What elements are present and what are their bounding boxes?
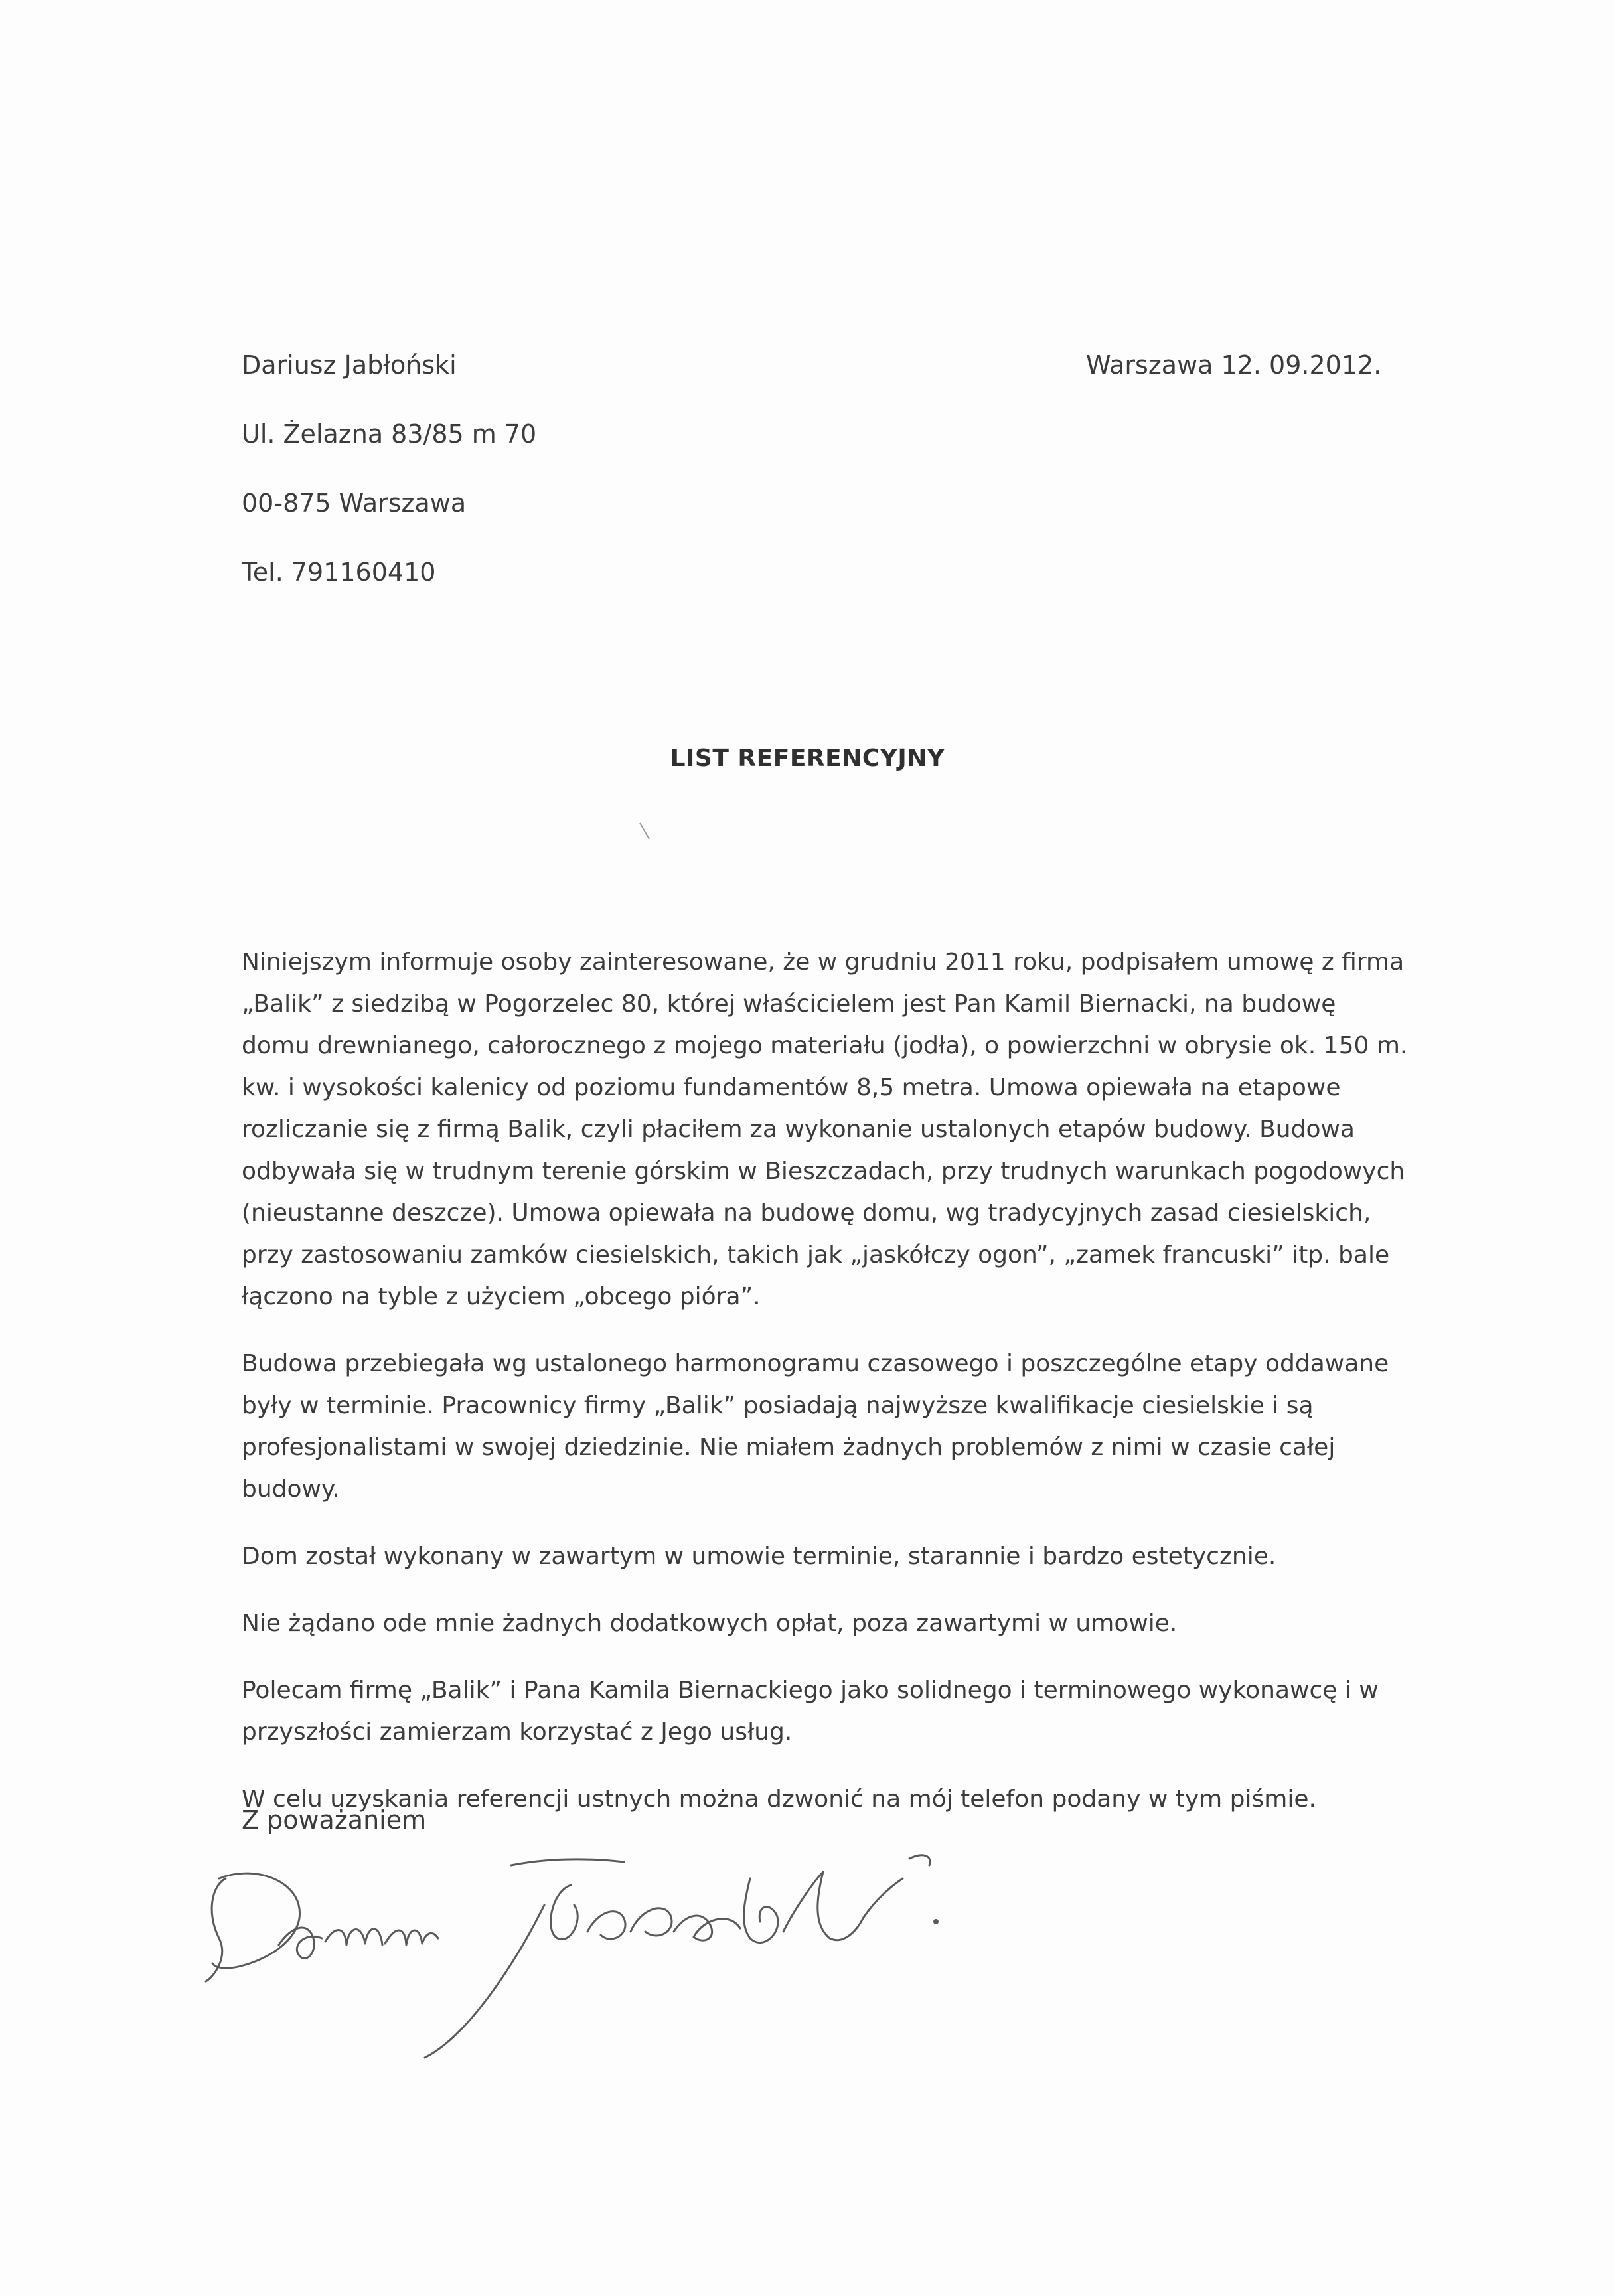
- stray-mark-icon: [639, 822, 652, 842]
- paragraph-1: Niniejszym informuje osoby zainteresowane, że w grudniu 2011 roku, podpisałem umowę z firma „Balik” z siedzibą w Pogorzelec 80, której właścicielem jest Pan Kamil Biernacki, na budowę domu drewnianego, całorocznego z mojego materiału (jodła), o powierzchni w obrysie ok. 150 m. kw. i wysokości kalenicy od poziomu fundamentów 8,5 metra. Umowa opiewała na etapowe rozliczanie się z firmą Balik, czyli płaciłem za wykonanie ustalonych etapów budowy. Budowa odbywała się w trudnym terenie górskim w Bieszczadach, przy trudnych warunkach pogodowych (nieustanne deszcze). Umowa opiewała na budowę domu, wg tradycyjnych zasad ciesielskich, przy zastosowaniu zamków ciesielskich, takich jak „jaskółczy ogon”, „zamek francuski” itp. bale łączono na tyble z użyciem „obcego pióra”.: [242, 949, 1408, 1310]
- closing-line: Z poważaniem: [242, 1805, 427, 1835]
- paragraph-4: Nie żądano ode mnie żadnych dodatkowych opłat, poza zawartymi w umowie.: [242, 1610, 1178, 1637]
- letter-date: Warszawa 12. 09.2012.: [1086, 350, 1382, 380]
- sender-name: Dariusz Jabłoński: [242, 350, 457, 380]
- paragraph-5: Polecam firmę „Balik” i Pana Kamila Biernackiego jako solidnego i terminowego wykonawcę i w przyszłości zamierzam korzystać z Jego usług.: [242, 1677, 1379, 1746]
- letter-body: [242, 941, 1410, 1845]
- sender-block: [242, 331, 536, 607]
- handwritten-signature-icon: [199, 1839, 969, 2064]
- sender-city: 00-875 Warszawa: [242, 489, 467, 518]
- paragraph-2: Budowa przebiegała wg ustalonego harmonogramu czasowego i poszczególne etapy oddawane były w terminie. Pracownicy firmy „Balik” posiadają najwyższe kwalifikacje ciesielskie i są profesjonalistami w swojej dziedzinie. Nie miałem żadnych problemów z nimi w czasie całej budowy.: [242, 1350, 1389, 1503]
- sender-street: Ul. Żelazna 83/85 m 70: [242, 420, 537, 449]
- paragraph-3: Dom został wykonany w zawartym w umowie terminie, starannie i bardzo estetycznie.: [242, 1543, 1276, 1570]
- sender-phone: Tel. 791160410: [242, 558, 436, 587]
- letter-title: LIST REFERENCYJNY: [670, 745, 945, 772]
- paragraph-6: W celu uzyskania referencji ustnych można dzwonić na mój telefon podany w tym piśmie.: [242, 1786, 1316, 1813]
